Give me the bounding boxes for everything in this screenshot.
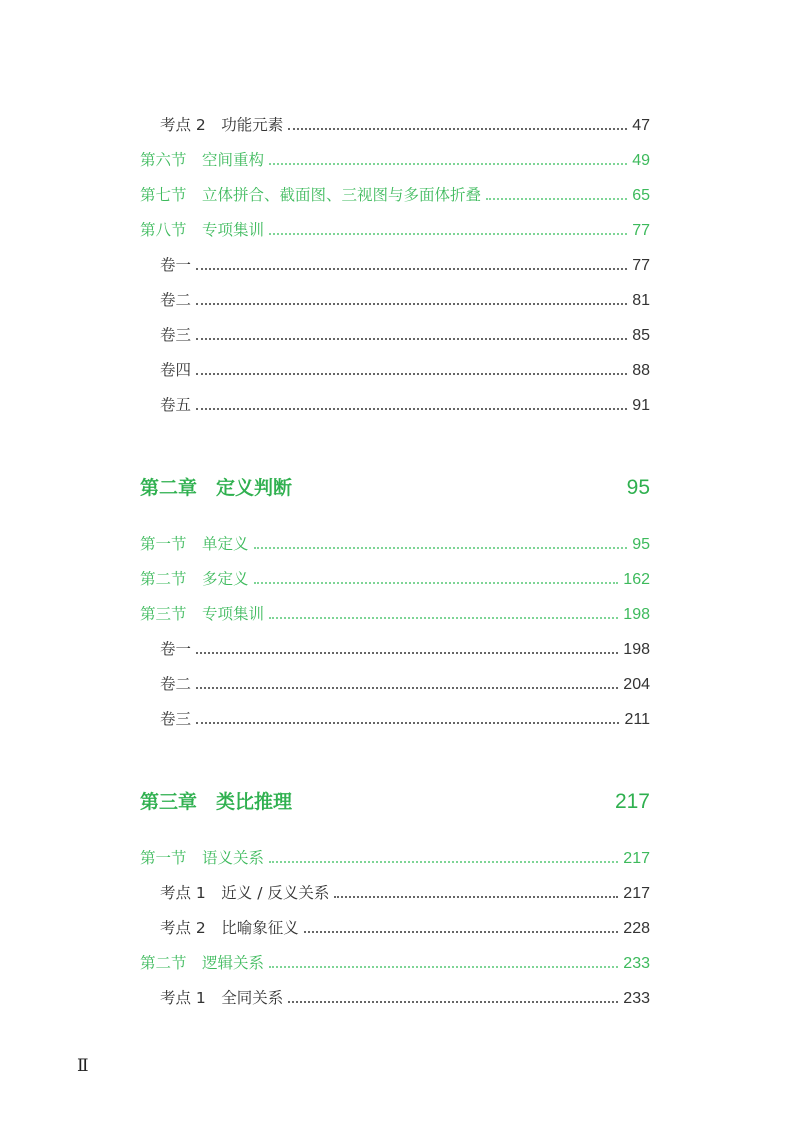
toc-entry[interactable] [0, 868, 800, 903]
toc-section[interactable] [0, 833, 800, 868]
toc-section[interactable] [0, 589, 800, 624]
spacer [0, 814, 800, 833]
dot-leader [304, 931, 619, 933]
toc-entry-label: 卷三 [160, 710, 192, 728]
toc-section-page: 162 [623, 571, 650, 588]
toc-entry-label: 考点 2 功能元素 [160, 116, 284, 134]
toc-entry-page: 211 [624, 711, 650, 728]
dot-leader [196, 303, 627, 305]
toc-entry-label: 卷一 [160, 256, 192, 274]
toc-entry-page: 47 [632, 117, 650, 134]
toc-entry-label: 卷一 [160, 640, 192, 658]
toc-section-page: 233 [623, 955, 650, 972]
toc-section[interactable] [0, 519, 800, 554]
spacer [0, 415, 800, 456]
toc-entry-label: 卷二 [160, 291, 192, 309]
chapter-title: 第三章 类比推理 [140, 791, 293, 813]
toc-section-label: 第一节 单定义 [140, 535, 249, 553]
page-number: Ⅱ [77, 1056, 89, 1076]
dot-leader [269, 966, 618, 968]
dot-leader [196, 687, 618, 689]
toc-entry[interactable] [0, 624, 800, 659]
toc-section-label: 第六节 空间重构 [140, 151, 265, 169]
dot-leader [196, 722, 619, 724]
toc-entry[interactable] [0, 659, 800, 694]
toc-section-label: 第三节 专项集训 [140, 605, 265, 623]
toc-entry-page: 85 [632, 327, 650, 344]
spacer [0, 500, 800, 519]
toc-entry[interactable] [0, 903, 800, 938]
dot-leader [196, 338, 627, 340]
toc-chapter-3[interactable] [0, 770, 800, 814]
toc-section-label: 第七节 立体拼合、截面图、三视图与多面体折叠 [140, 186, 482, 204]
toc-entry-label: 卷四 [160, 361, 192, 379]
toc-section-page: 217 [623, 850, 650, 867]
toc-entry-page: 233 [623, 990, 650, 1007]
chapter-page: 217 [614, 790, 650, 813]
toc-section-label: 第八节 专项集训 [140, 221, 265, 239]
dot-leader [196, 408, 627, 410]
toc-entry-label: 考点 1 全同关系 [160, 989, 284, 1007]
toc-entry[interactable] [0, 973, 800, 1008]
chapter-page: 95 [626, 476, 650, 499]
toc-section-label: 第二节 逻辑关系 [140, 954, 265, 972]
toc-section-page: 77 [632, 222, 650, 239]
toc-entry-page: 77 [632, 257, 650, 274]
dot-leader [269, 163, 627, 165]
toc-entry-label: 考点 1 近义 / 反义关系 [160, 884, 330, 902]
toc-entry-label: 卷五 [160, 396, 192, 414]
toc-section-label: 第一节 语义关系 [140, 849, 265, 867]
toc-entry-page: 228 [623, 920, 650, 937]
toc-section-page: 49 [632, 152, 650, 169]
toc-entry-page: 81 [632, 292, 650, 309]
dot-leader [288, 1001, 618, 1003]
toc-section-page: 95 [632, 536, 650, 553]
toc-section[interactable] [0, 938, 800, 973]
dot-leader [334, 896, 618, 898]
toc-group-1 [0, 100, 800, 415]
toc-entry[interactable] [0, 345, 800, 380]
dot-leader [196, 268, 627, 270]
toc-entry[interactable] [0, 100, 800, 135]
toc-section-label: 第二节 多定义 [140, 570, 249, 588]
dot-leader [254, 582, 619, 584]
toc-entry-page: 198 [623, 641, 650, 658]
table-of-contents [0, 100, 800, 1008]
toc-entry-label: 卷三 [160, 326, 192, 344]
dot-leader [269, 861, 618, 863]
toc-group-2 [0, 519, 800, 729]
toc-group-3 [0, 833, 800, 1008]
toc-entry-page: 88 [632, 362, 650, 379]
dot-leader [196, 373, 627, 375]
toc-entry[interactable] [0, 240, 800, 275]
toc-entry-page: 204 [623, 676, 650, 693]
toc-entry[interactable] [0, 310, 800, 345]
toc-entry[interactable] [0, 694, 800, 729]
dot-leader [269, 617, 618, 619]
dot-leader [269, 233, 627, 235]
dot-leader [486, 198, 627, 200]
toc-entry-label: 考点 2 比喻象征义 [160, 919, 299, 937]
toc-chapter-2[interactable] [0, 456, 800, 500]
toc-entry[interactable] [0, 380, 800, 415]
dot-leader [254, 547, 628, 549]
toc-section[interactable] [0, 170, 800, 205]
toc-entry[interactable] [0, 275, 800, 310]
dot-leader [288, 128, 627, 130]
toc-entry-page: 217 [623, 885, 650, 902]
toc-section[interactable] [0, 135, 800, 170]
spacer [0, 729, 800, 770]
chapter-title: 第二章 定义判断 [140, 477, 293, 499]
toc-section-page: 65 [632, 187, 650, 204]
toc-section[interactable] [0, 205, 800, 240]
toc-entry-label: 卷二 [160, 675, 192, 693]
dot-leader [196, 652, 618, 654]
toc-entry-page: 91 [632, 397, 650, 414]
toc-section-page: 198 [623, 606, 650, 623]
toc-section[interactable] [0, 554, 800, 589]
